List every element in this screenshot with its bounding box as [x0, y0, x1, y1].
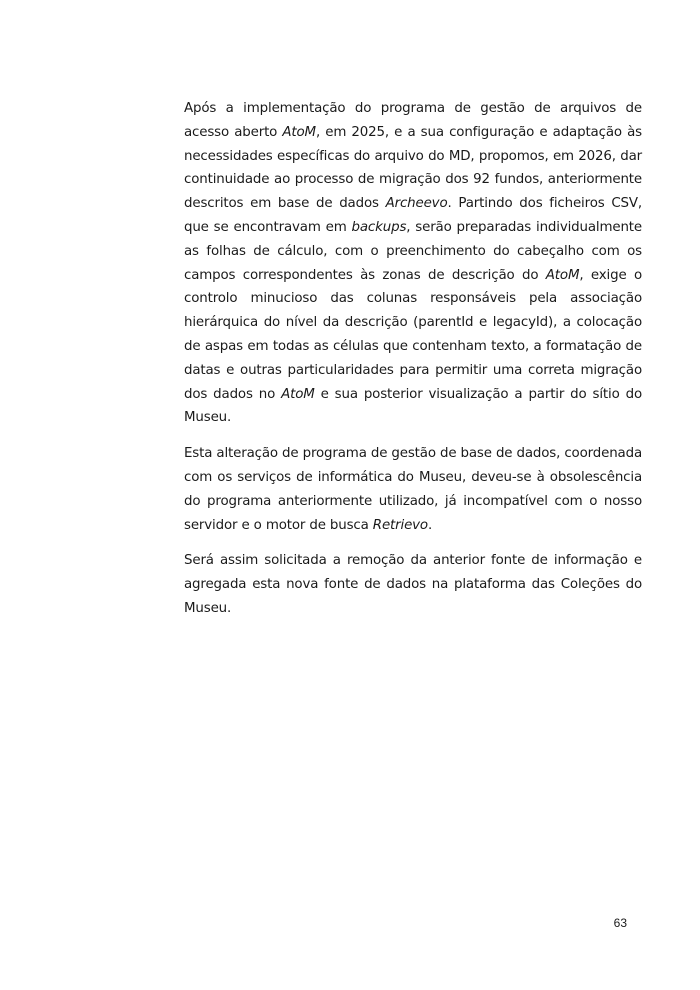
text-run: Será assim solicitada a remoção da anterior fonte de informação e agregada esta nova fonte de dados na plataforma das Coleções do Museu.: [184, 553, 642, 616]
italic-term: Retrievo: [372, 517, 428, 533]
text-run: . Partindo dos ficheiros CSV, que se encontravam em: [184, 196, 642, 235]
page-number: 63: [613, 916, 627, 930]
italic-term: AtoM: [545, 267, 580, 283]
paragraph-2: [184, 442, 642, 537]
text-run: , em 2025, e a sua configuração e adaptação às necessidades específicas do arquivo do MD, propomos, em 2026, dar continuidade ao processo de migração dos 92 fundos, anteriormente descritos em base de dados: [184, 124, 642, 212]
italic-term: backups: [351, 219, 407, 235]
paragraph-1: [184, 97, 642, 430]
italic-term: Archeevo: [385, 196, 448, 212]
text-run: Após a implementação do programa de gestão de arquivos de acesso aberto: [184, 101, 642, 140]
paragraph-3: [184, 549, 642, 620]
text-run: , serão preparadas individualmente as folhas de cálculo, com o preenchimento do cabeçalho com os campos correspondentes às zonas de descrição do: [184, 219, 642, 283]
text-run: , exige o controlo minucioso das colunas responsáveis pela associação hierárquica do nível da descrição (parentId e legacyId), a colocação de aspas em todas as células que contenham texto, a formatação de datas e outras particularidades para permitir uma correta migração dos dados no: [184, 267, 642, 402]
italic-term: AtoM: [281, 386, 315, 402]
body-text: [184, 97, 642, 621]
text-run: e sua posterior visualização a partir do sítio do Museu.: [184, 386, 642, 426]
text-run: .: [427, 517, 433, 533]
text-run: Esta alteração de programa de gestão de base de dados, coordenada com os serviços de informática do Museu, deveu-se à obsolescência do programa anteriormente utilizado, já incompatível com o nosso servidor e o motor de busca: [184, 446, 642, 533]
italic-term: AtoM: [282, 124, 316, 140]
